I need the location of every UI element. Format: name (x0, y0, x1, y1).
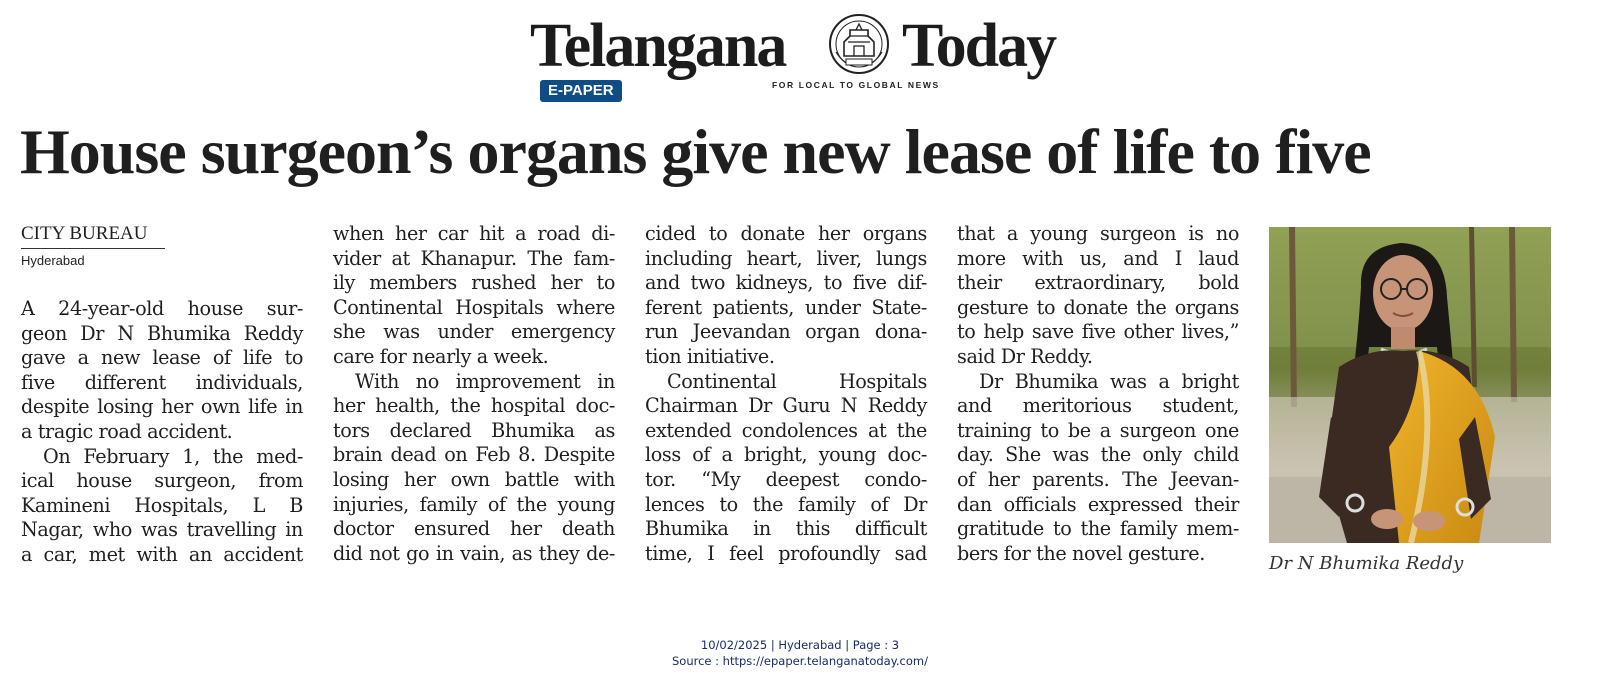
portrait-photo (1269, 227, 1551, 543)
text-line: Nagar, who was travelling in (21, 518, 303, 542)
text-line: injuries, family of the young (333, 492, 615, 516)
brand-name-left: Telangana (530, 12, 786, 80)
text-line: and meritorious student, (957, 394, 1239, 418)
epaper-badge: E-PAPER (540, 80, 622, 102)
text-line: run Jeevandan organ dona- (645, 320, 927, 344)
text-line: gratitude to the family mem- (957, 517, 1239, 541)
paragraph (957, 222, 1239, 370)
text-line: she was under emergency (333, 320, 615, 344)
paragraph (21, 445, 303, 568)
text-line: Bhumika in this difficult (645, 517, 927, 541)
article-column-2 (333, 222, 615, 566)
text-line: vider at Khanapur. The fam- (333, 246, 615, 270)
text-line: care for nearly a week. (333, 344, 549, 368)
brand-name-right: Today (902, 12, 1056, 80)
text-line: bers for the novel gesture. (957, 541, 1205, 565)
text-line: that a young surgeon is no (957, 222, 1239, 245)
text-line: including heart, liver, lungs (645, 246, 927, 270)
masthead (530, 6, 1090, 102)
paragraph (645, 222, 927, 370)
text-line: gave a new lease of life to (21, 346, 303, 370)
text-line: and two kidneys, to five dif- (645, 271, 927, 295)
text-line: despite losing her own life in (21, 395, 303, 419)
text-line: gesture to donate the organs (957, 295, 1239, 319)
byline-block (21, 222, 165, 268)
paragraph (957, 370, 1239, 567)
text-line: extended condolences at the (645, 418, 927, 442)
text-line: a tragic road accident. (21, 419, 233, 443)
text-line: brain dead on Feb 8. Despite (333, 443, 615, 467)
text-line: training to be a surgeon one (957, 418, 1239, 442)
state-emblem-icon (828, 12, 890, 76)
paragraph (333, 222, 615, 370)
text-line: a car, met with an accident (21, 542, 303, 566)
article-column-4 (957, 222, 1239, 566)
text-line: tion initiative. (645, 344, 775, 368)
text-line: did not go in vain, as they de- (333, 541, 615, 565)
text-line: cided to donate her organs (645, 222, 927, 245)
byline: CITY BUREAU (21, 222, 165, 249)
text-line: A 24-year-old house sur- (21, 297, 303, 320)
text-line: their extraordinary, bold (957, 271, 1239, 295)
tagline: FOR LOCAL TO GLOBAL NEWS (772, 80, 940, 90)
text-line: With no improvement in (355, 369, 615, 393)
text-line: lences to the family of Dr (645, 492, 927, 516)
text-line: said Dr Reddy. (957, 344, 1093, 368)
text-line: geon Dr N Bhumika Reddy (21, 321, 303, 345)
text-line: dan officials expressed their (957, 492, 1239, 516)
text-line: five different individuals, (21, 370, 303, 394)
text-line: doctor ensured her death (333, 517, 615, 541)
text-line: when her car hit a road di- (333, 222, 615, 245)
text-line: ical house surgeon, from (21, 469, 303, 493)
text-line: Dr Bhumika was a bright (979, 369, 1239, 393)
text-line: ily members rushed her to (333, 271, 615, 295)
photo-caption: Dr N Bhumika Reddy (1269, 553, 1464, 574)
text-line: loss of a bright, young doc- (645, 443, 927, 467)
dateline: Hyderabad (21, 253, 85, 268)
article-column-3 (645, 222, 927, 566)
footer-date-page: 10/02/2025 | Hyderabad | Page : 3 (700, 638, 900, 652)
paragraph (645, 370, 927, 567)
text-line: her health, the hospital doc- (333, 394, 615, 418)
text-line: Chairman Dr Guru N Reddy (645, 394, 927, 418)
text-line: time, I feel profoundly sad (645, 541, 927, 565)
text-line: of her parents. The Jeevan- (957, 467, 1239, 491)
article-headline: House surgeon’s organs give new lease of life to five (20, 116, 1371, 187)
text-line: On February 1, the med- (43, 444, 303, 468)
text-line: Kamineni Hospitals, L B (21, 493, 303, 517)
article-column-1 (21, 297, 303, 568)
paragraph (21, 297, 303, 445)
text-line: tor. “My deepest condo- (645, 467, 927, 491)
text-line: more with us, and I laud (957, 246, 1239, 270)
text-line: losing her own battle with (333, 467, 615, 491)
text-line: day. She was the only child (957, 443, 1239, 467)
text-line: to help save five other lives,” (957, 320, 1239, 344)
text-line: ferent patients, under State- (645, 295, 927, 319)
footer-source: Source : https://epaper.telanganatoday.com/ (672, 654, 928, 668)
text-line: Continental Hospitals (667, 369, 927, 393)
text-line: Continental Hospitals where (333, 295, 615, 319)
text-line: tors declared Bhumika as (333, 418, 615, 442)
paragraph (333, 370, 615, 567)
